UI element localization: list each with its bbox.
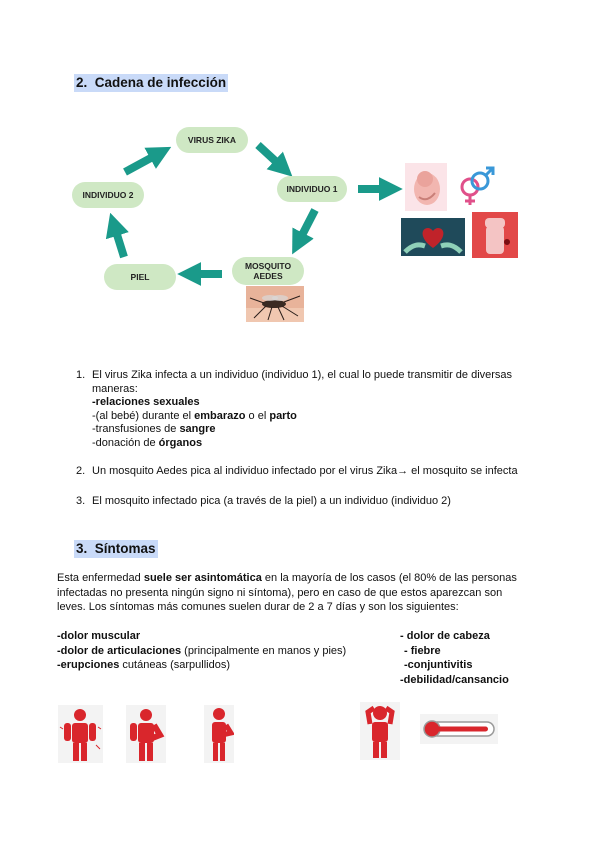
- list-number: 2.: [76, 465, 86, 477]
- section-number: 2.: [76, 75, 88, 90]
- symptom-headache: - dolor de cabeza: [400, 630, 490, 642]
- bullet-sexual: -relaciones sexuales: [92, 396, 200, 408]
- list-item-2: Un mosquito Aedes pica al individuo infectado por el virus Zika→ el mosquito se infecta: [92, 465, 518, 477]
- list-item-3: El mosquito infectado pica (a través de la piel) a un individuo (individuo 2): [92, 495, 451, 507]
- blood-arm-icon: [472, 212, 518, 258]
- list-number: 3.: [76, 495, 86, 507]
- rash-icon: [204, 705, 234, 763]
- symptom-fatigue: -debilidad/cansancio: [400, 673, 509, 686]
- headache-icon: [360, 702, 400, 760]
- symptom-joints: -dolor de articulaciones (principalmente en manos y pies): [57, 644, 347, 657]
- bullet-transfusion: -transfusiones de sangre: [92, 423, 216, 435]
- node-individuo-2: INDIVIDUO 2: [72, 182, 144, 208]
- fetus-icon: [405, 163, 447, 211]
- node-virus-zika: VIRUS ZIKA: [176, 127, 248, 153]
- item1-intro-line1: El virus Zika infecta a un individuo (individuo 1), el cual lo puede transmitir de diversas: [92, 369, 513, 381]
- heart-transplant-icon: [401, 218, 465, 256]
- node-individuo-1: INDIVIDUO 1: [277, 176, 347, 202]
- item1-intro-line2: maneras:: [92, 382, 138, 395]
- joint-pain-icon: [126, 705, 166, 763]
- node-piel: PIEL: [104, 264, 176, 290]
- symptoms-right-list: [400, 629, 509, 687]
- list-number: 1.: [76, 369, 86, 381]
- arrow-ind1-to-mosquito: [298, 210, 315, 243]
- section-title: Cadena de infección: [94, 75, 227, 90]
- section-title: Síntomas: [94, 541, 156, 556]
- bullet-organs: -donación de órganos: [92, 436, 203, 449]
- arrow-virus-to-ind1: [258, 145, 283, 168]
- arrow-piel-to-ind2: [114, 225, 124, 257]
- symptom-rash: -erupciones cutáneas (sarpullidos): [57, 659, 231, 671]
- list-item-1: [92, 369, 532, 450]
- section-number: 3.: [76, 541, 88, 556]
- arrow-ind2-to-virus: [125, 153, 160, 172]
- symptom-fever: - fiebre: [404, 644, 441, 657]
- symptoms-left-list: [57, 629, 346, 673]
- mosquito-photo: [246, 286, 304, 322]
- bullet-pregnancy: -(al bebé) durante el embarazo o el parto: [92, 409, 297, 422]
- symptoms-paragraph: Esta enfermedad suele ser asintomática en la mayoría de los casos (el 80% de las personas infectadas no presenta ningún signo ni síntoma), pero en caso de que estos aparezcan son leves. Los síntomas más comunes suelen durar de 2 a 7 días y son los siguientes:: [57, 572, 517, 613]
- gender-symbols-icon: [456, 165, 496, 207]
- section-3-heading: [74, 540, 158, 558]
- muscle-pain-icon: [58, 705, 103, 763]
- thermometer-icon: [420, 714, 498, 744]
- symptom-conjunctivitis: -conjuntivitis: [404, 659, 473, 671]
- symptom-muscle: -dolor muscular: [57, 630, 141, 642]
- node-mosquito-aedes: MOSQUITO AEDES: [232, 257, 304, 285]
